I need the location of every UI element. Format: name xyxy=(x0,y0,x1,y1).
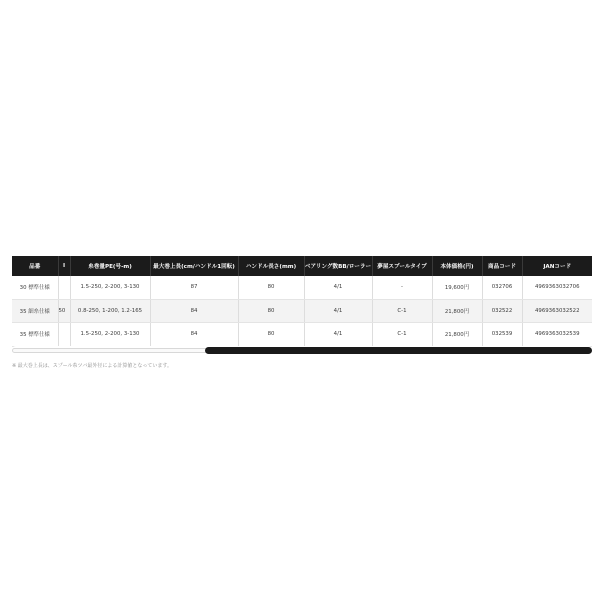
cell-truncated xyxy=(58,323,70,347)
cell-bearings: 4/1 xyxy=(304,276,372,299)
cell-jan-code: 4969363032706 xyxy=(522,276,592,299)
cell-price: 19,600円 xyxy=(432,276,482,299)
cell-truncated xyxy=(58,276,70,299)
cell-spool-type: - xyxy=(372,276,432,299)
table-header-row xyxy=(12,256,592,276)
header-spool-type: 夢屋スプールタイプ xyxy=(372,256,432,276)
table-row xyxy=(12,276,592,299)
cell-price: 21,800円 xyxy=(432,299,482,323)
scrollbar-thumb[interactable] xyxy=(205,347,592,354)
cell-bearings: 4/1 xyxy=(304,299,372,323)
cell-max-retrieve: 84 xyxy=(150,299,238,323)
cell-product-code: 032522 xyxy=(482,299,522,323)
cell-model: 35 標準仕様 xyxy=(12,323,58,347)
cell-model: 30 標準仕様 xyxy=(12,276,58,299)
header-truncated: I xyxy=(58,256,70,276)
table-row xyxy=(12,323,592,347)
cell-handle-length: 80 xyxy=(238,299,304,323)
cell-handle-length: 80 xyxy=(238,276,304,299)
header-line-capacity: 糸巻量PE(号-m) xyxy=(70,256,150,276)
cell-bearings: 4/1 xyxy=(304,323,372,347)
spec-table-container xyxy=(12,256,592,347)
cell-line-capacity: 1.5-250, 2-200, 3-130 xyxy=(70,276,150,299)
header-max-retrieve: 最大巻上長(cm/ハンドル1回転) xyxy=(150,256,238,276)
header-model: 品番 xyxy=(12,256,58,276)
spec-table xyxy=(12,256,592,347)
footnote: ※ 最大巻上長は、スプール糸ツバ最外径による計算値となっています。 xyxy=(12,363,173,369)
cell-product-code: 032706 xyxy=(482,276,522,299)
cell-spool-type: C-1 xyxy=(372,299,432,323)
cell-handle-length: 80 xyxy=(238,323,304,347)
cell-model: 35 細糸仕様 xyxy=(12,299,58,323)
horizontal-scrollbar[interactable] xyxy=(12,346,592,355)
header-product-code: 商品コード xyxy=(482,256,522,276)
header-handle-length: ハンドル長さ(mm) xyxy=(238,256,304,276)
header-jan-code: JANコード xyxy=(543,264,572,270)
cell-jan-code: 4969363032522 xyxy=(522,299,592,323)
cell-product-code: 032539 xyxy=(482,323,522,347)
cell-price: 21,800円 xyxy=(432,323,482,347)
header-price: 本体価格(円) xyxy=(432,256,482,276)
cell-line-capacity: 1.5-250, 2-200, 3-130 xyxy=(70,323,150,347)
cell-max-retrieve: 87 xyxy=(150,276,238,299)
cell-jan-code: 4969363032539 xyxy=(522,323,592,347)
cell-spool-type: C-1 xyxy=(372,323,432,347)
table-row xyxy=(12,299,592,323)
cell-max-retrieve: 84 xyxy=(150,323,238,347)
header-bearings: ベアリング数BB/ローラー xyxy=(304,256,372,276)
cell-line-capacity: 0.8-250, 1-200, 1.2-165 xyxy=(70,299,150,323)
cell-truncated: 50 xyxy=(58,299,70,323)
